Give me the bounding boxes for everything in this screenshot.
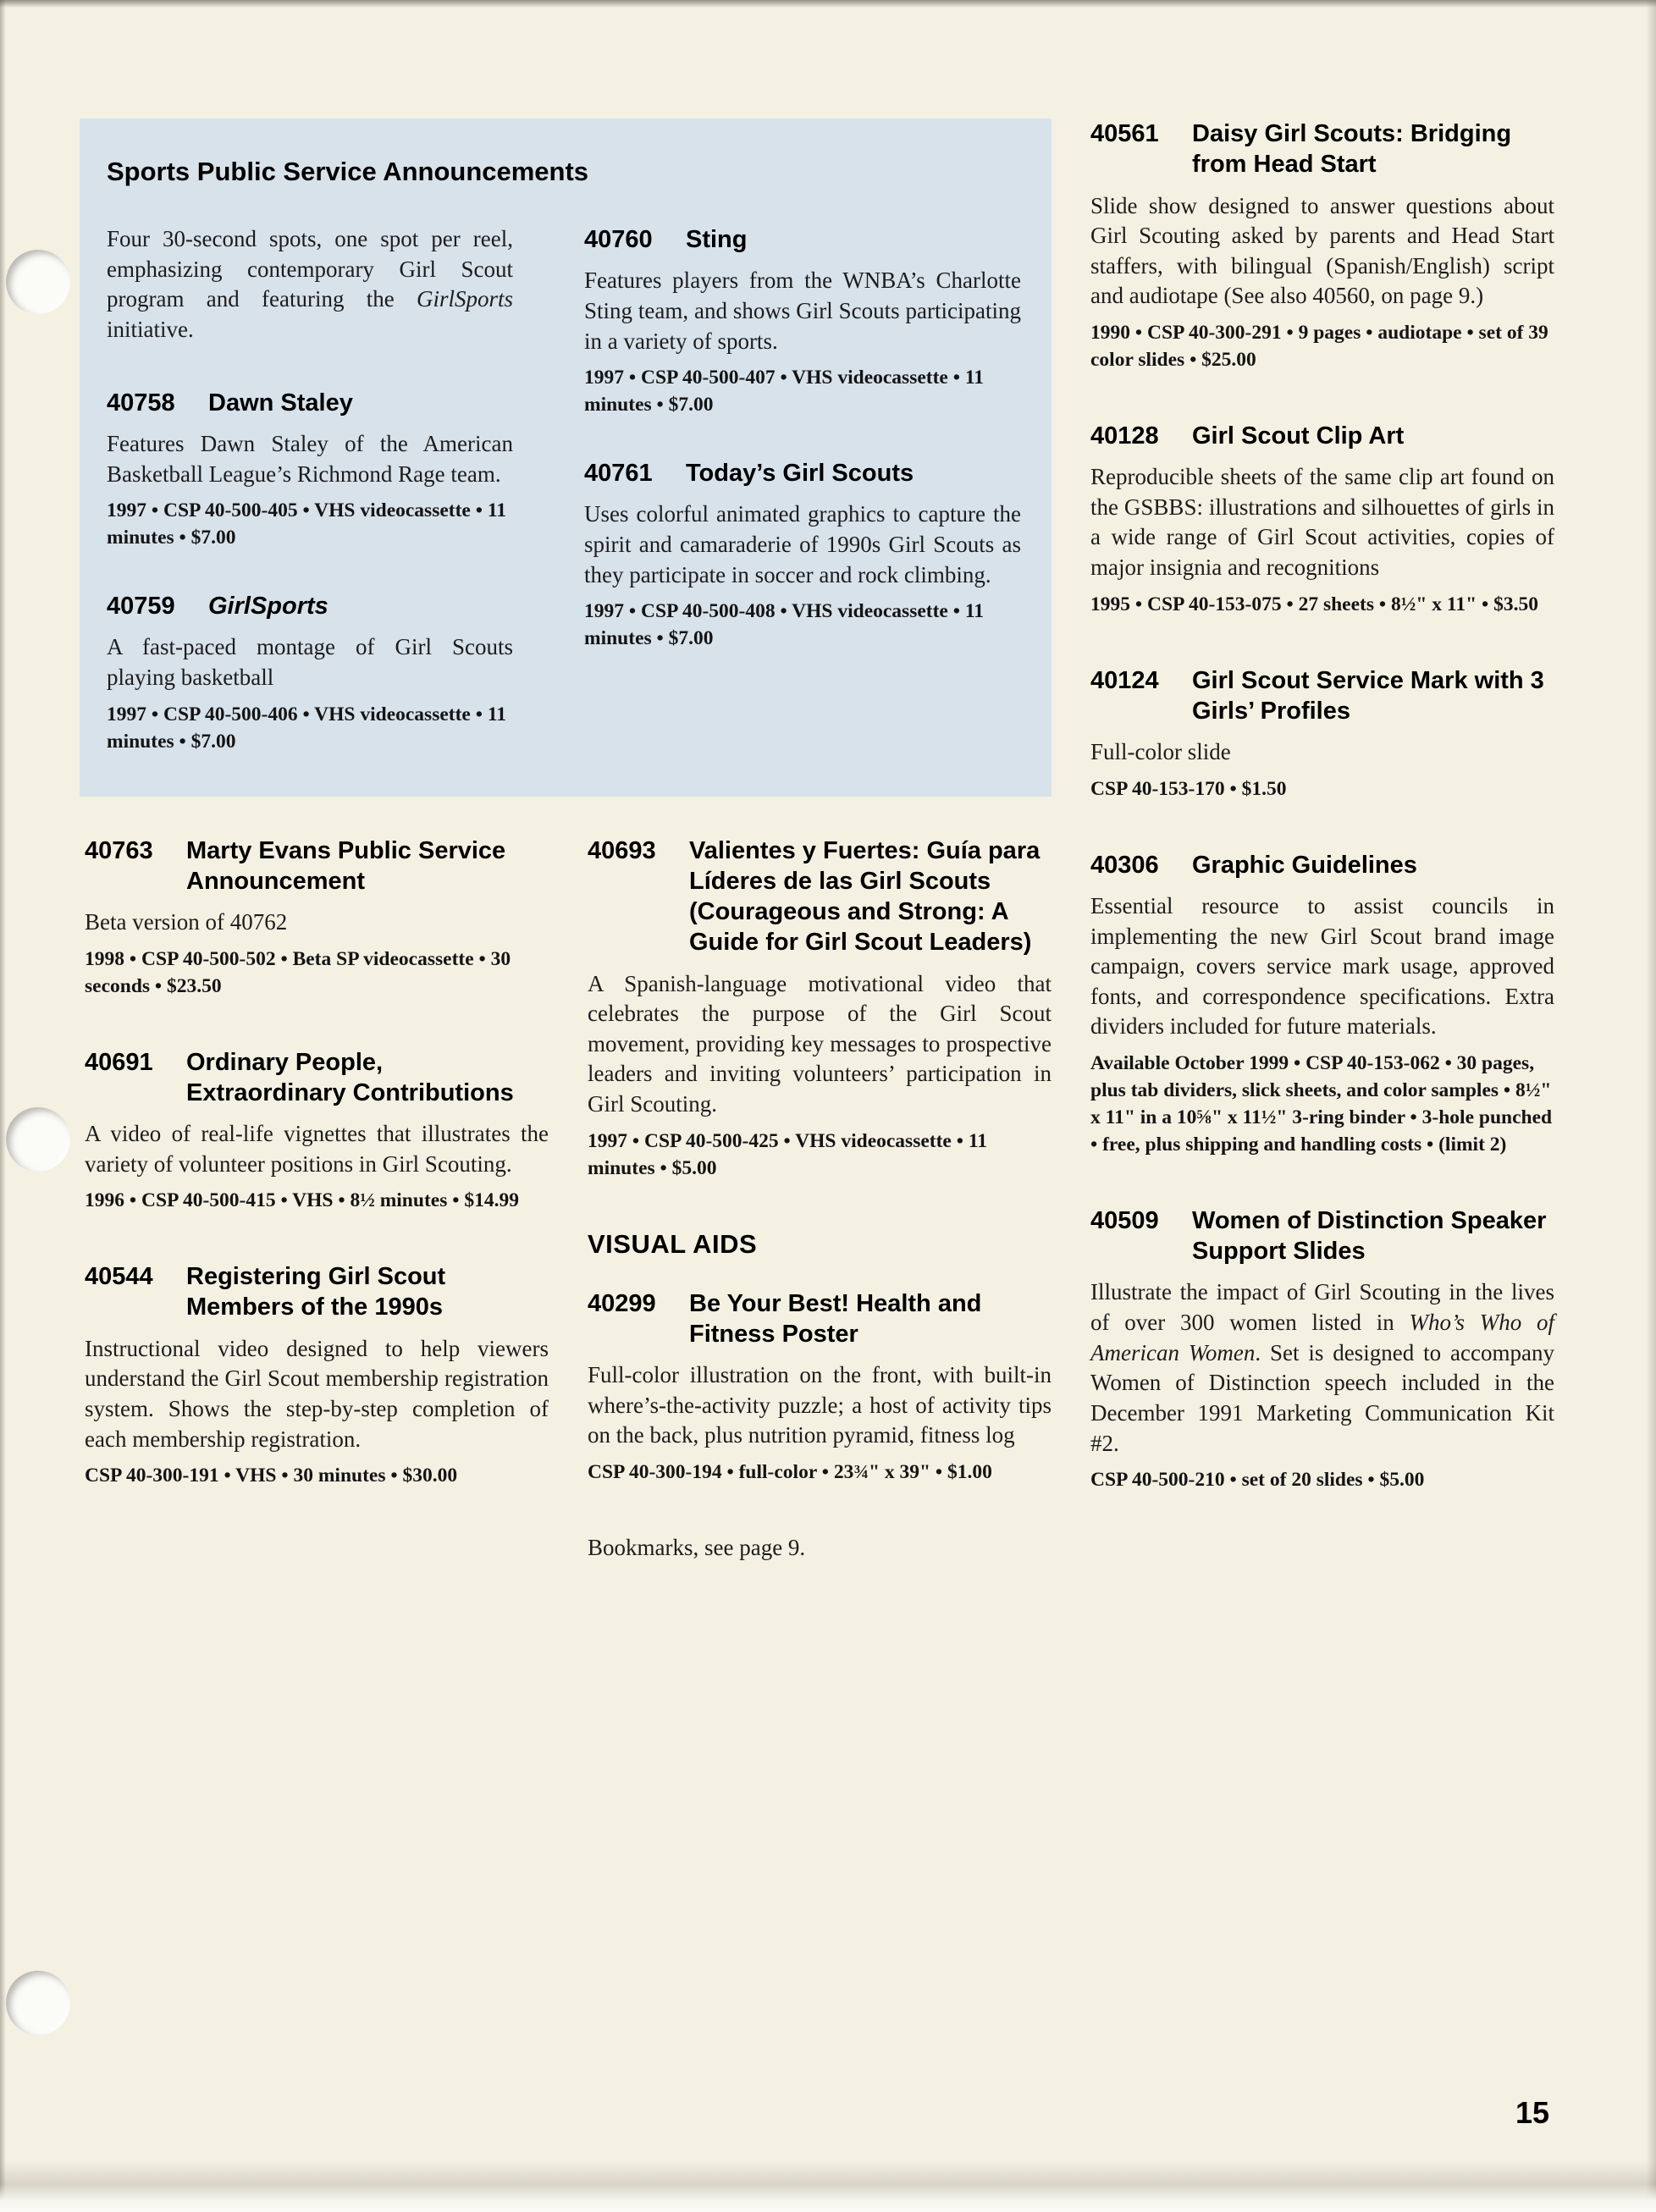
text-run: Beta version of 40762: [85, 909, 288, 935]
item-spec-line: 1998 • CSP 40-500-502 • Beta SP videocassette • 30 seconds • $23.50: [85, 947, 511, 997]
item-number: 40124: [1090, 666, 1159, 694]
item-number: 40306: [1090, 851, 1159, 879]
item-number: 40561: [1090, 120, 1159, 147]
item-title: Valientes y Fuertes: Guía para Líderes de las Girl Scouts (Courageous and Strong: A Guide for Girl Scout Leaders): [689, 836, 1041, 957]
item-description: [107, 429, 513, 489]
sports-box-column-left: [107, 224, 513, 755]
item-spec-line: 1997 • CSP 40-500-407 • VHS videocassette • 11 minutes • $7.00: [584, 367, 985, 416]
catalog-item: [1090, 119, 1554, 374]
item-spec-line: 1997 • CSP 40-500-425 • VHS videocassette • 11 minutes • $5.00: [588, 1129, 988, 1179]
item-title: Women of Distinction Speaker Support Slides: [1192, 1206, 1547, 1266]
item-spec-line: 1997 • CSP 40-500-406 • VHS videocassette • 11 minutes • $7.00: [107, 703, 507, 753]
item-spec-line: CSP 40-153-170 • $1.50: [1090, 777, 1287, 800]
item-heading: [584, 224, 1021, 255]
catalog-item: [1090, 1205, 1554, 1494]
item-number: 40761: [584, 460, 653, 488]
section-title: Sports Public Service Announcements: [107, 157, 589, 186]
item-heading: [588, 836, 1052, 958]
item-heading: [588, 1288, 1052, 1350]
item-spec-line: 1990 • CSP 40-300-291 • 9 pages • audiotape • set of 39 color slides • $25.00: [1090, 322, 1548, 371]
item-title: Registering Girl Scout Members of the 1990s: [186, 1263, 446, 1321]
item-description: [584, 266, 1021, 356]
sports-box-left-items: [107, 388, 513, 756]
item-description: [1090, 737, 1554, 768]
sports-box-column-right: [584, 224, 1021, 755]
catalog-item: [1090, 850, 1554, 1159]
item-description: [85, 907, 549, 938]
catalog-item: [584, 224, 1021, 419]
item-number: 40128: [1090, 422, 1159, 450]
item-spec-line: 1997 • CSP 40-500-405 • VHS videocassette • 11 minutes • $7.00: [107, 499, 507, 549]
hole-punch: [6, 1971, 70, 2035]
text-run: Slide show designed to answer questions about Girl Scouting asked by parents and Head Start staffers, with bilingual (Spanish/English) script and audiotape (See also 40560, on page 9.): [1090, 192, 1554, 309]
sports-box-columns: [107, 224, 1021, 755]
item-spec-line: 1995 • CSP 40-153-075 • 27 sheets • 8½" x 11" • $3.50: [1090, 593, 1539, 615]
catalog-item: [107, 591, 513, 755]
item-title: Sting: [686, 226, 748, 254]
scan-edge-top: [0, 0, 1656, 8]
text-run: Features Dawn Staley of the American Basketball League’s Richmond Rage team.: [107, 430, 513, 487]
catalog-item: [588, 836, 1052, 1183]
item-description: [588, 969, 1052, 1120]
text-run: Uses colorful animated graphics to capture the spirit and camaraderie of 1990s Girl Scouts as they participate in soccer and rock climbing.: [584, 501, 1021, 587]
text-run: A Spanish-language motivational video that celebrates the purpose of the Girl Scout movement, providing key messages to prospective leaders and inviting volunteers’ participation in Girl Scouting.: [588, 970, 1052, 1117]
scan-edge-bottom: [0, 2161, 1656, 2212]
sports-box-right-items: [584, 224, 1021, 653]
item-description: [588, 1360, 1052, 1451]
item-heading: [85, 1261, 549, 1323]
catalog-item: [584, 458, 1021, 653]
text-run: . Set is designed to accompany Women of Distinction speech included in the December 1991 Marketing Communication Kit #2.: [1090, 1339, 1554, 1456]
item-number: 40759: [107, 593, 175, 621]
item-title: Graphic Guidelines: [1192, 851, 1417, 879]
item-description: [584, 499, 1021, 590]
item-heading: [107, 591, 513, 621]
item-title: Girl Scout Service Mark with 3 Girls’ Profiles: [1192, 666, 1544, 725]
item-heading: [85, 836, 549, 897]
italic-text: Who’s Who of American Women: [1090, 1310, 1554, 1365]
catalog-item: [107, 388, 513, 552]
item-number: 40299: [588, 1289, 656, 1317]
catalog-item: [1090, 421, 1554, 619]
column-3: [1090, 119, 1554, 1541]
item-description: [85, 1334, 549, 1455]
page-content: [85, 119, 1554, 1563]
text-run: A video of real-life vignettes that illustrates the variety of volunteer positions in Girl Scouting.: [85, 1121, 549, 1177]
item-spec-line: Available October 1999 • CSP 40-153-062 • 30 pages, plus tab dividers, slick sheets, and color samples • 8½" x 11" in a 10⅝" x 11½" 3-ring binder • 3-hole punched • free, plus shipping and handling costs • (limit 2): [1090, 1052, 1553, 1156]
item-heading: [1090, 119, 1554, 180]
item-title: Girl Scout Clip Art: [1192, 422, 1405, 450]
text-run: Essential resource to assist councils in implementing the new Girl Scout brand image campaign, covers service mark usage, approved fonts, and correspondence specifications. Extra dividers included for future materials.: [1090, 892, 1554, 1040]
column-2-items: [588, 836, 1052, 1183]
hole-punch: [6, 250, 70, 314]
text-run: Features players from the WNBA’s Charlotte Sting team, and shows Girl Scouts participating in a variety of sports.: [584, 268, 1021, 354]
item-number: 40509: [1090, 1206, 1159, 1234]
hole-punch: [6, 1107, 70, 1172]
item-title: Marty Evans Public Service Announcement: [186, 836, 506, 895]
item-number: 40693: [588, 836, 656, 864]
catalog-item: [85, 1261, 549, 1490]
visual-aids-heading: VISUAL AIDS: [588, 1228, 758, 1259]
item-description: [1090, 191, 1554, 312]
item-description: [1090, 891, 1554, 1042]
item-title: Daisy Girl Scouts: Bridging from Head Start: [1192, 120, 1512, 179]
item-description: [1090, 462, 1554, 583]
catalog-item: [1090, 665, 1554, 803]
item-spec-line: CSP 40-300-191 • VHS • 30 minutes • $30.00: [85, 1465, 458, 1487]
item-title: Ordinary People, Extraordinary Contributions: [186, 1048, 514, 1106]
text-run: Instructional video designed to help viewers understand the Girl Scout membership registration system. Shows the step-by-step completion of each membership registration.: [85, 1335, 549, 1452]
catalog-item: [85, 1047, 549, 1216]
column-1: [85, 836, 549, 1537]
column-2: [588, 836, 1052, 1564]
text-run: Full-color illustration on the front, with built-in where’s-the-activity puzzle; a host of activity tips on the back, plus nutrition pyramid, fitness log: [588, 1362, 1052, 1448]
text-run: A fast-paced montage of Girl Scouts playing basketball: [107, 634, 513, 690]
item-title: GirlSports: [208, 593, 328, 621]
item-heading: [1090, 1205, 1554, 1267]
catalog-item: [85, 836, 549, 1001]
item-spec-line: CSP 40-300-194 • full-color • 23¾" x 39" • $1.00: [588, 1460, 992, 1483]
scan-edge-left: [0, 0, 6, 2212]
text-run: Reproducible sheets of the same clip art found on the GSBBS: illustrations and silhouettes of girls in a wide range of Girl Scout activities, copies of major insignia and recognitions: [1090, 464, 1554, 581]
bookmarks-note: Bookmarks, see page 9.: [588, 1534, 806, 1560]
text-run: Four 30-second spots, one spot per reel, emphasizing contemporary Girl Scout program and featuring the: [107, 226, 513, 312]
item-description: [85, 1119, 549, 1179]
visual-aids-items: [588, 1288, 1052, 1487]
catalog-item: [588, 1288, 1052, 1487]
item-number: 40544: [85, 1263, 153, 1291]
item-heading: [584, 458, 1021, 488]
sports-psa-section: [80, 119, 1052, 797]
page-number: 15: [1515, 2095, 1549, 2130]
item-description: [107, 632, 513, 692]
item-number: 40763: [85, 836, 153, 864]
italic-text: GirlSports: [416, 286, 513, 312]
item-number: 40691: [85, 1048, 153, 1076]
item-spec-line: 1996 • CSP 40-500-415 • VHS • 8½ minutes • $14.99: [85, 1189, 519, 1212]
item-heading: [85, 1047, 549, 1109]
item-spec-line: CSP 40-500-210 • set of 20 slides • $5.00: [1090, 1469, 1425, 1492]
item-number: 40758: [107, 389, 175, 416]
item-title: Today’s Girl Scouts: [686, 460, 914, 488]
text-run: initiative.: [107, 317, 194, 343]
text-run: Full-color slide: [1090, 739, 1231, 765]
item-spec-line: 1997 • CSP 40-500-408 • VHS videocassette • 11 minutes • $7.00: [584, 600, 985, 650]
item-description: [1090, 1277, 1554, 1459]
item-heading: [1090, 850, 1554, 880]
text-run: Illustrate the impact of Girl Scouting in the lives of over 300 women listed in: [1090, 1279, 1554, 1335]
item-number: 40760: [584, 226, 653, 254]
scan-edge-right: [1646, 0, 1656, 2212]
item-heading: [107, 388, 513, 418]
item-title: Be Your Best! Health and Fitness Poster: [689, 1289, 982, 1348]
section-intro: [107, 224, 513, 345]
item-title: Dawn Staley: [208, 389, 353, 416]
item-heading: [1090, 421, 1554, 451]
item-heading: [1090, 665, 1554, 727]
